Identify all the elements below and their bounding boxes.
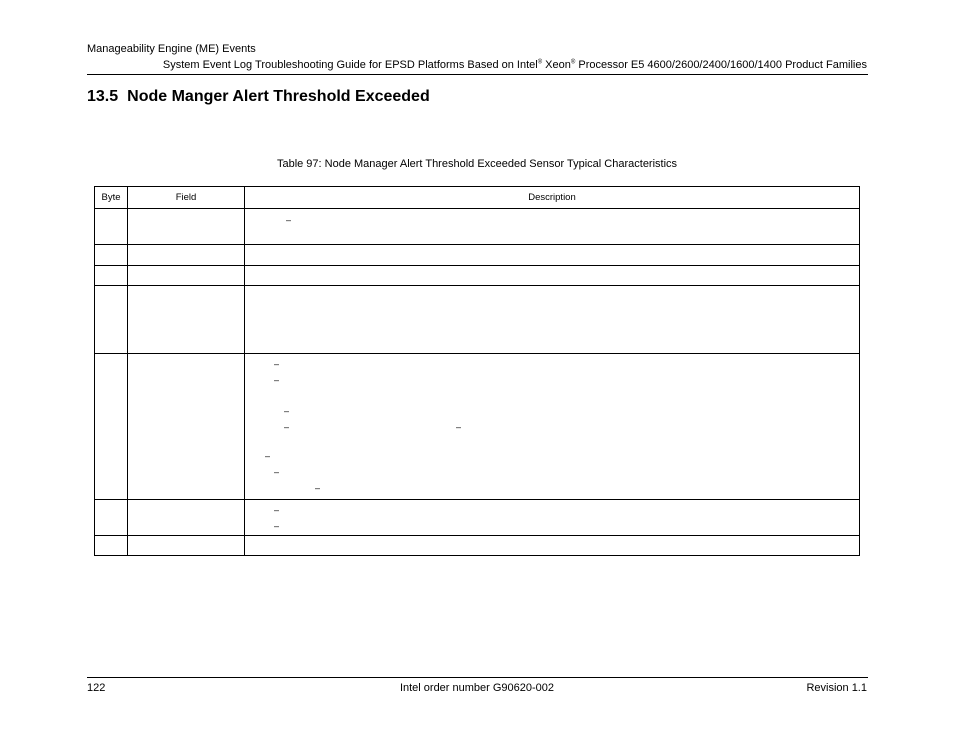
field-cell bbox=[128, 354, 245, 500]
table-caption: Table 97: Node Manager Alert Threshold Exceeded Sensor Typical Characteristics bbox=[276, 158, 678, 170]
table-row bbox=[95, 286, 860, 354]
dash-mark: – bbox=[284, 422, 290, 432]
dash-mark: – bbox=[456, 422, 462, 432]
running-header-chapter: Manageability Engine (ME) Events bbox=[87, 43, 256, 55]
field-cell bbox=[128, 245, 245, 266]
description-cell bbox=[245, 286, 860, 354]
field-cell bbox=[128, 500, 245, 536]
dash-mark: – bbox=[284, 406, 290, 416]
section-number: 13.5 bbox=[87, 88, 119, 105]
dash-mark: – bbox=[274, 521, 280, 531]
description-cell bbox=[245, 245, 860, 266]
column-header-field: Field bbox=[128, 187, 245, 209]
revision-label: Revision 1.1 bbox=[806, 682, 867, 694]
description-cell bbox=[245, 209, 860, 245]
sensor-characteristics-table bbox=[94, 186, 860, 556]
description-cell bbox=[245, 354, 860, 500]
table-row bbox=[95, 209, 860, 245]
byte-cell bbox=[95, 354, 128, 500]
dash-mark: – bbox=[274, 505, 280, 515]
description-cell bbox=[245, 500, 860, 536]
section-title-text: Node Manger Alert Threshold Exceeded bbox=[127, 88, 430, 105]
table-row bbox=[95, 245, 860, 266]
byte-cell bbox=[95, 266, 128, 286]
field-cell bbox=[128, 536, 245, 556]
field-cell bbox=[128, 209, 245, 245]
table-row bbox=[95, 354, 860, 500]
byte-cell bbox=[95, 209, 128, 245]
dash-mark: – bbox=[286, 215, 292, 225]
byte-cell bbox=[95, 500, 128, 536]
dash-mark: – bbox=[274, 359, 280, 369]
header-divider bbox=[87, 74, 868, 75]
description-cell bbox=[245, 266, 860, 286]
field-cell bbox=[128, 266, 245, 286]
order-number: Intel order number G90620-002 bbox=[399, 682, 555, 694]
column-header-description: Description bbox=[245, 187, 860, 209]
byte-cell bbox=[95, 286, 128, 354]
table-row bbox=[95, 266, 860, 286]
running-header-document-title: System Event Log Troubleshooting Guide for EPSD Platforms Based on Intel® Xeon® Processor E5 4600/2600/2400/1600/1400 Product Families bbox=[162, 59, 867, 71]
page-number: 122 bbox=[87, 682, 106, 694]
dash-mark: – bbox=[265, 451, 271, 461]
field-cell bbox=[128, 286, 245, 354]
description-cell bbox=[245, 536, 860, 556]
dash-mark: – bbox=[274, 375, 280, 385]
byte-cell bbox=[95, 536, 128, 556]
table-row bbox=[95, 500, 860, 536]
column-header-byte: Byte bbox=[95, 187, 128, 209]
footer-divider bbox=[87, 677, 868, 678]
table-row bbox=[95, 536, 860, 556]
table-header-row bbox=[95, 187, 860, 209]
byte-cell bbox=[95, 245, 128, 266]
dash-mark: – bbox=[274, 467, 280, 477]
section-heading bbox=[87, 88, 430, 106]
dash-mark: – bbox=[315, 483, 321, 493]
